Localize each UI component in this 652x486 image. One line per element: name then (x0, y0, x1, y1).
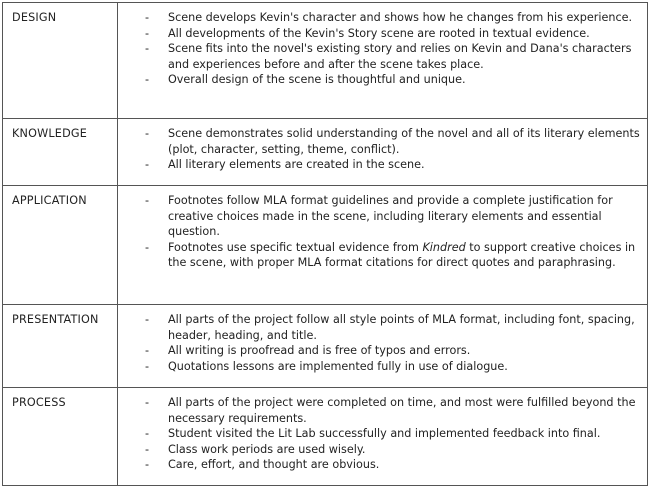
criteria-list (118, 10, 643, 88)
criterion-item (118, 442, 643, 458)
criteria-cell (118, 119, 648, 186)
bullet-dash: - (145, 127, 150, 140)
criterion-item (118, 343, 643, 359)
bullet-dash: - (145, 240, 150, 254)
bullet-dash: - (145, 42, 150, 55)
bullet-dash: - (145, 73, 150, 86)
criteria-list (118, 395, 643, 473)
bullet-dash: - (145, 359, 150, 373)
criterion-text: Scene demonstrates solid understanding of the novel and all of its literary elements (plot, character, setting, theme, conflict). (168, 127, 640, 156)
bullet-dash: - (145, 194, 150, 207)
book-title-kindred: Kindred (422, 240, 466, 254)
rubric-row-presentation (3, 305, 648, 388)
criterion-item (118, 126, 643, 157)
criterion-item (118, 359, 643, 375)
criterion-item (118, 426, 643, 442)
criterion-text: Quotations lessons are implemented fully in use of dialogue. (168, 359, 508, 373)
criterion-item (118, 193, 643, 240)
bullet-dash: - (145, 458, 150, 471)
criterion-item (118, 240, 643, 271)
bullet-dash: - (145, 442, 150, 456)
criterion-text: All developments of the Kevin's Story scene are rooted in textual evidence. (168, 26, 590, 40)
category-label: DESIGN (3, 3, 118, 119)
criterion-text: All literary elements are created in the scene. (168, 158, 425, 171)
bullet-dash: - (145, 11, 150, 24)
criterion-text: Care, effort, and thought are obvious. (168, 458, 380, 471)
criterion-text: Overall design of the scene is thoughtful and unique. (168, 73, 466, 86)
criterion-text: Class work periods are used wisely. (168, 442, 366, 456)
category-label: PROCESS (3, 388, 118, 486)
criterion-item (118, 72, 643, 88)
criterion-text: All writing is proofread and is free of typos and errors. (168, 344, 471, 357)
criterion-item (118, 41, 643, 72)
criterion-text: Footnotes follow MLA format guidelines and provide a complete justification for creative choices made in the scene, including literary elements and essential question. (168, 194, 613, 238)
rubric-row-design (3, 3, 648, 119)
criterion-text: Footnotes use specific textual evidence from (168, 240, 423, 254)
bullet-dash: - (145, 313, 150, 326)
bullet-dash: - (145, 26, 150, 40)
category-label: PRESENTATION (3, 305, 118, 388)
category-label: KNOWLEDGE (3, 119, 118, 186)
criteria-cell (118, 186, 648, 305)
criteria-list (118, 193, 643, 271)
criterion-text: All parts of the project were completed on time, and most were fulfilled beyond the necessary requirements. (168, 396, 636, 425)
bullet-dash: - (145, 344, 150, 357)
criterion-item (118, 395, 643, 426)
rubric-row-application (3, 186, 648, 305)
rubric-row-knowledge (3, 119, 648, 186)
bullet-dash: - (145, 427, 150, 440)
criterion-item (118, 312, 643, 343)
rubric-row-process (3, 388, 648, 486)
criterion-item (118, 157, 643, 173)
criterion-text: to support creative choices in the scene, with proper MLA format citations for direct quotes and paraphrasing. (168, 240, 636, 269)
criterion-text: Student visited the Lit Lab successfully and implemented feedback into final. (168, 427, 601, 440)
rubric-table (2, 2, 648, 486)
criterion-text: Scene fits into the novel's existing story and relies on Kevin and Dana's characters and experiences before and after the scene takes place. (168, 42, 632, 71)
bullet-dash: - (145, 396, 150, 409)
bullet-dash: - (145, 158, 150, 171)
criterion-text: Scene develops Kevin's character and shows how he changes from his experience. (168, 11, 633, 24)
criterion-item (118, 10, 643, 26)
criteria-list (118, 312, 643, 374)
criteria-cell (118, 3, 648, 119)
criterion-item (118, 26, 643, 42)
criterion-text: All parts of the project follow all style points of MLA format, including font, spacing, header, heading, and title. (168, 313, 635, 342)
criteria-list (118, 126, 643, 173)
category-label: APPLICATION (3, 186, 118, 305)
criteria-cell (118, 388, 648, 486)
criteria-cell (118, 305, 648, 388)
